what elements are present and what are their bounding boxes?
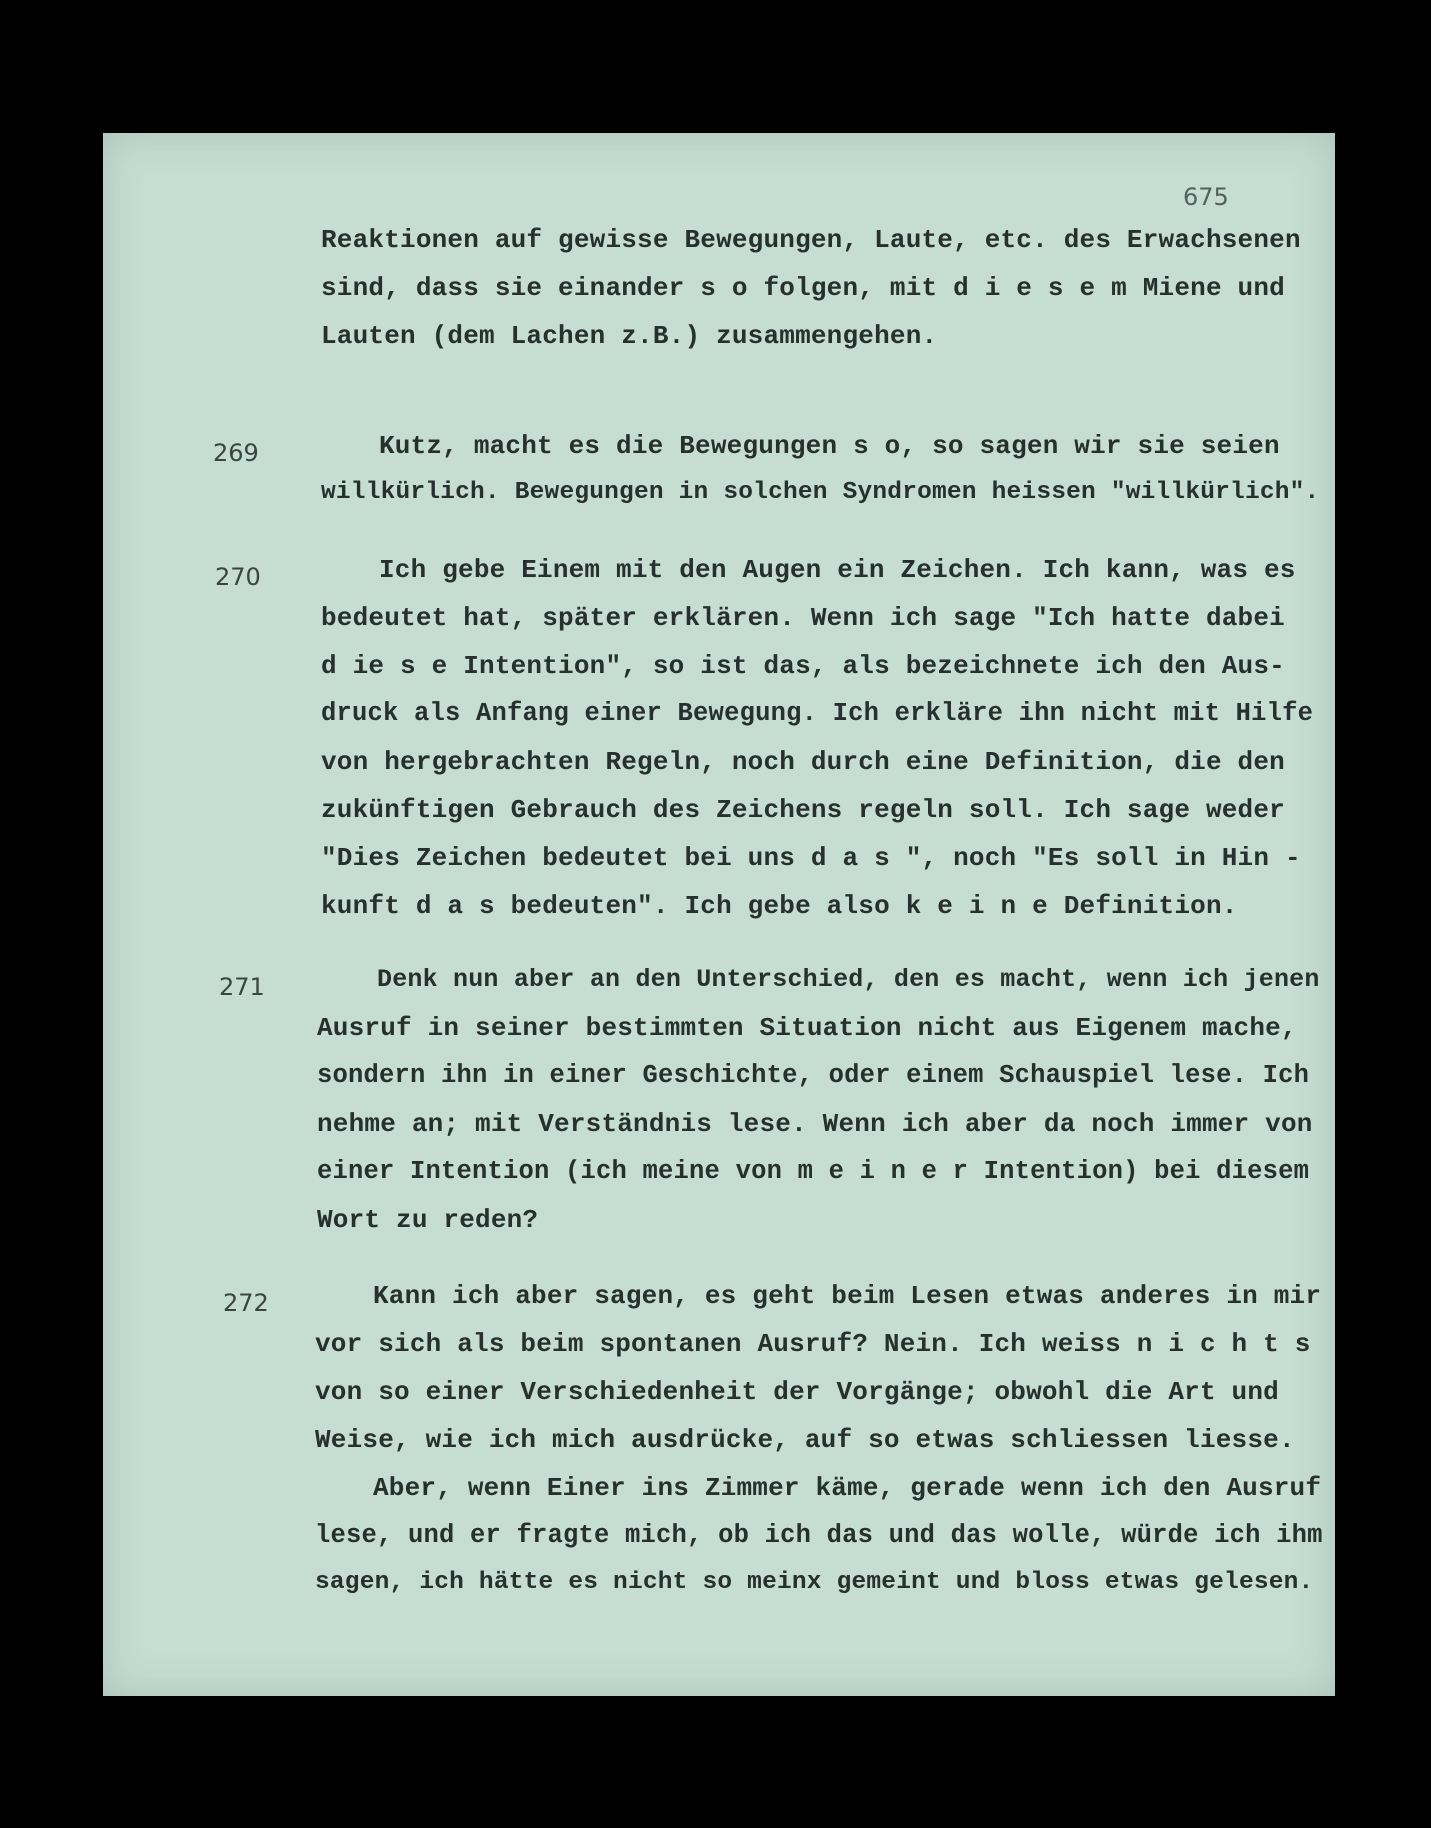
- text-line: lese, und er fragte mich, ob ich das und das wolle, würde ich ihm: [315, 1521, 1323, 1550]
- text-line: nehme an; mit Verständnis lese. Wenn ich aber da noch immer von: [317, 1109, 1313, 1139]
- text-line: druck als Anfang einer Bewegung. Ich erkläre ihn nicht mit Hilfe: [321, 699, 1314, 728]
- text-line: Denk nun aber an den Unterschied, den es macht, wenn ich jenen: [377, 965, 1320, 994]
- text-line: sagen, ich hätte es nicht so meinx gemeint und bloss etwas gelesen.: [315, 1569, 1314, 1596]
- text-line: von so einer Verschiedenheit der Vorgänge; obwohl die Art und: [315, 1377, 1279, 1407]
- section-number: 272: [223, 1289, 269, 1317]
- text-line: bedeutet hat, später erklären. Wenn ich sage "Ich hatte dabei: [321, 603, 1285, 633]
- text-line: kunft d a s bedeuten". Ich gebe also k e i n e Definition.: [321, 891, 1238, 921]
- text-line: willkürlich. Bewegungen in solchen Syndromen heissen "willkürlich".: [321, 479, 1320, 506]
- text-line: Ich gebe Einem mit den Augen ein Zeichen. Ich kann, was es: [379, 555, 1296, 585]
- text-line: einer Intention (ich meine von m e i n e r Intention) bei diesem: [317, 1157, 1310, 1186]
- text-line: Lauten (dem Lachen z.B.) zusammengehen.: [321, 321, 938, 351]
- text-line: d ie s e Intention", so ist das, als bezeichnete ich den Aus-: [321, 651, 1285, 681]
- section-number: 269: [213, 439, 259, 467]
- text-line: von hergebrachten Regeln, noch durch eine Definition, die den: [321, 747, 1285, 777]
- text-line: Wort zu reden?: [317, 1205, 539, 1235]
- text-line: Ausruf in seiner bestimmten Situation nicht aus Eigenem mache,: [317, 1013, 1297, 1043]
- section-number: 270: [215, 563, 261, 591]
- text-line: zukünftigen Gebrauch des Zeichens regeln soll. Ich sage weder: [321, 795, 1285, 825]
- page-number: 675: [1183, 183, 1229, 211]
- text-line: sind, dass sie einander s o folgen, mit d i e s e m Miene und: [321, 273, 1285, 303]
- text-line: Aber, wenn Einer ins Zimmer käme, gerade wenn ich den Ausruf: [373, 1473, 1322, 1503]
- text-line: "Dies Zeichen bedeutet bei uns d a s ", noch "Es soll in Hin -: [321, 843, 1301, 873]
- text-line: Weise, wie ich mich ausdrücke, auf so etwas schliessen liesse.: [315, 1425, 1295, 1455]
- text-line: Kann ich aber sagen, es geht beim Lesen etwas anderes in mir: [373, 1281, 1322, 1311]
- section-number: 271: [219, 973, 265, 1001]
- text-line: Reaktionen auf gewisse Bewegungen, Laute, etc. des Erwachsenen: [321, 225, 1301, 255]
- typescript-page: [103, 133, 1335, 1696]
- text-line: sondern ihn in einer Geschichte, oder einem Schauspiel lese. Ich: [317, 1061, 1310, 1090]
- text-line: Kutz, macht es die Bewegungen s o, so sagen wir sie seien: [379, 431, 1280, 461]
- text-line: vor sich als beim spontanen Ausruf? Nein. Ich weiss n i c h t s: [315, 1329, 1311, 1359]
